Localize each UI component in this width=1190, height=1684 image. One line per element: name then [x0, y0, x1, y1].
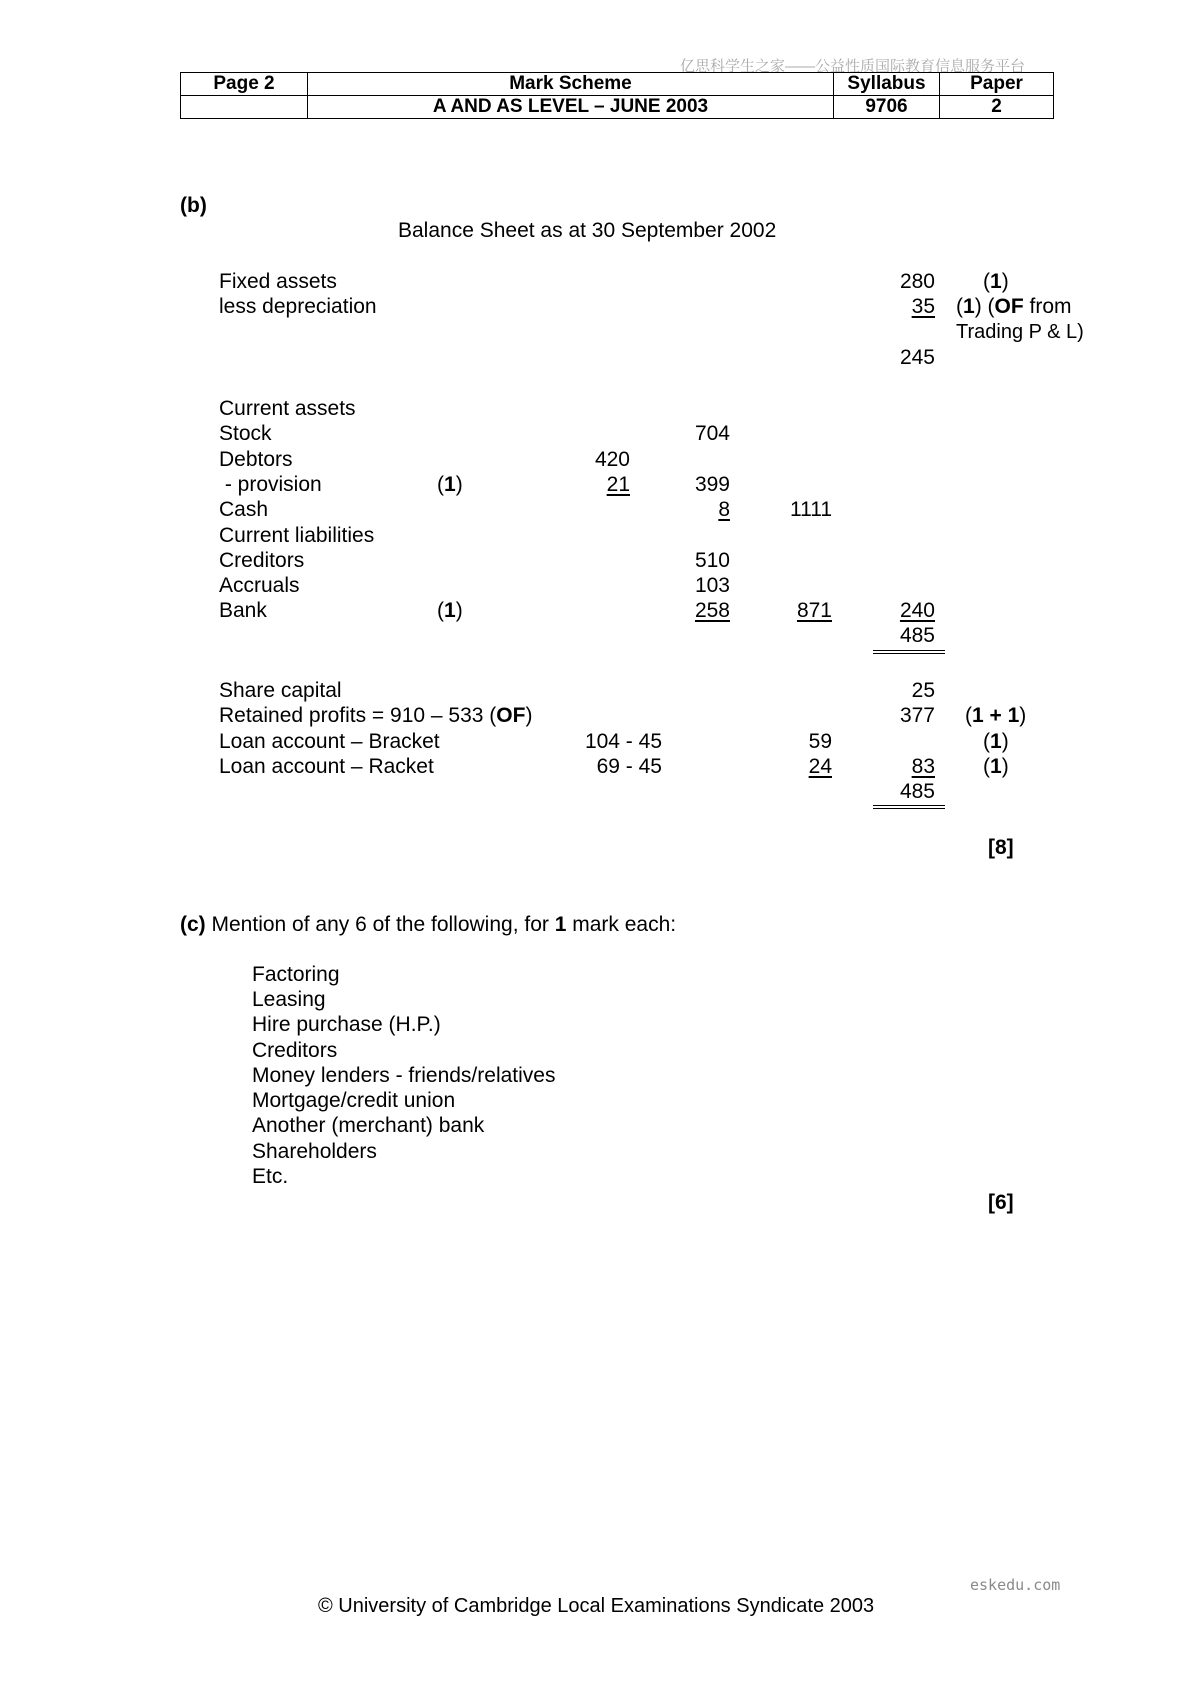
part-b-marks: [8] [988, 836, 1014, 859]
part-b-label: (b) [180, 194, 207, 217]
list-item: Factoring [252, 963, 340, 986]
loan-bracket-value: 59 [808, 730, 832, 753]
financed-total-value: 485 [899, 780, 935, 803]
loan-bracket-mark: (1) [983, 730, 1009, 753]
current-liabilities-heading: Current liabilities [219, 524, 375, 547]
working-capital-value: 240 [899, 599, 935, 622]
share-capital-label: Share capital [219, 679, 342, 702]
depreciation-value: 35 [911, 295, 935, 318]
provision-value: 21 [606, 473, 630, 496]
part-c-marks: [6] [988, 1191, 1014, 1214]
header-page: Page 2 [181, 73, 308, 96]
fixed-assets-net: 245 [899, 346, 935, 369]
debtors-value: 420 [594, 448, 630, 471]
header-exam: A AND AS LEVEL – JUNE 2003 [308, 96, 834, 119]
share-capital-value: 25 [911, 679, 935, 702]
creditors-label: Creditors [219, 549, 305, 572]
list-item: Creditors [252, 1039, 338, 1062]
list-item: Money lenders - friends/relatives [252, 1064, 556, 1087]
list-item: Mortgage/credit union [252, 1089, 456, 1112]
stock-label: Stock [219, 422, 272, 445]
loan-racket-label: Loan account – Racket [219, 755, 434, 778]
header-paper-label: Paper [940, 73, 1054, 96]
current-liabilities-total: 871 [796, 599, 832, 622]
watermark-bottom: eskedu.com [970, 1576, 1061, 1594]
provision-label: - provision [219, 473, 322, 496]
header-paper: 2 [940, 96, 1054, 119]
balance-sheet-title: Balance Sheet as at 30 September 2002 [398, 219, 777, 242]
retained-profits-label: Retained profits = 910 – 533 (OF) [219, 704, 533, 727]
current-assets-heading: Current assets [219, 397, 356, 420]
header-mark-scheme: Mark Scheme [308, 73, 834, 96]
loan-racket-mark: (1) [983, 755, 1009, 778]
stock-value: 704 [694, 422, 730, 445]
copyright-footer: © University of Cambridge Local Examinations Syndicate 2003 [318, 1595, 875, 1617]
header-blank [181, 96, 308, 119]
list-item: Leasing [252, 988, 326, 1011]
debtors-net-value: 399 [694, 473, 730, 496]
bank-value: 258 [694, 599, 730, 622]
list-item: Hire purchase (H.P.) [252, 1013, 441, 1036]
cash-label: Cash [219, 498, 269, 521]
cash-value: 8 [718, 498, 730, 521]
depreciation-mark: (1) (OF from [956, 295, 1072, 318]
part-c-intro: (c) Mention of any 6 of the following, for 1 mark each: [180, 913, 677, 936]
accruals-label: Accruals [219, 574, 300, 597]
current-assets-total: 1111 [789, 498, 832, 521]
fixed-assets-mark: (1) [983, 270, 1009, 293]
list-item: Another (merchant) bank [252, 1114, 485, 1137]
net-assets-value: 485 [899, 624, 935, 647]
list-item: Etc. [252, 1165, 289, 1188]
header-table [180, 72, 1054, 119]
list-item: Shareholders [252, 1140, 377, 1163]
bank-mark: (1) [437, 599, 463, 622]
loan-racket-value: 24 [808, 755, 832, 778]
retained-profits-value: 377 [899, 704, 935, 727]
header-syllabus: 9706 [834, 96, 940, 119]
loans-total-value: 83 [911, 755, 935, 778]
less-depreciation-label: less depreciation [219, 295, 377, 318]
provision-mark: (1) [437, 473, 463, 496]
bank-label: Bank [219, 599, 267, 622]
header-syllabus-label: Syllabus [834, 73, 940, 96]
fixed-assets-label: Fixed assets [219, 270, 337, 293]
fixed-assets-value: 280 [899, 270, 935, 293]
net-assets-double-underline [873, 650, 945, 654]
accruals-value: 103 [694, 574, 730, 597]
loan-bracket-label: Loan account – Bracket [219, 730, 440, 753]
retained-profits-mark: (1 + 1) [965, 704, 1027, 727]
loan-bracket-calc: 104 - 45 [584, 730, 662, 753]
loan-racket-calc: 69 - 45 [596, 755, 662, 778]
creditors-value: 510 [694, 549, 730, 572]
watermark-text: 亿思科学生之家——公益性质国际教育信息服务平台 [680, 58, 1026, 75]
depreciation-mark-line2: Trading P & L) [956, 321, 1084, 343]
debtors-label: Debtors [219, 448, 293, 471]
financed-total-double-underline [873, 805, 945, 809]
